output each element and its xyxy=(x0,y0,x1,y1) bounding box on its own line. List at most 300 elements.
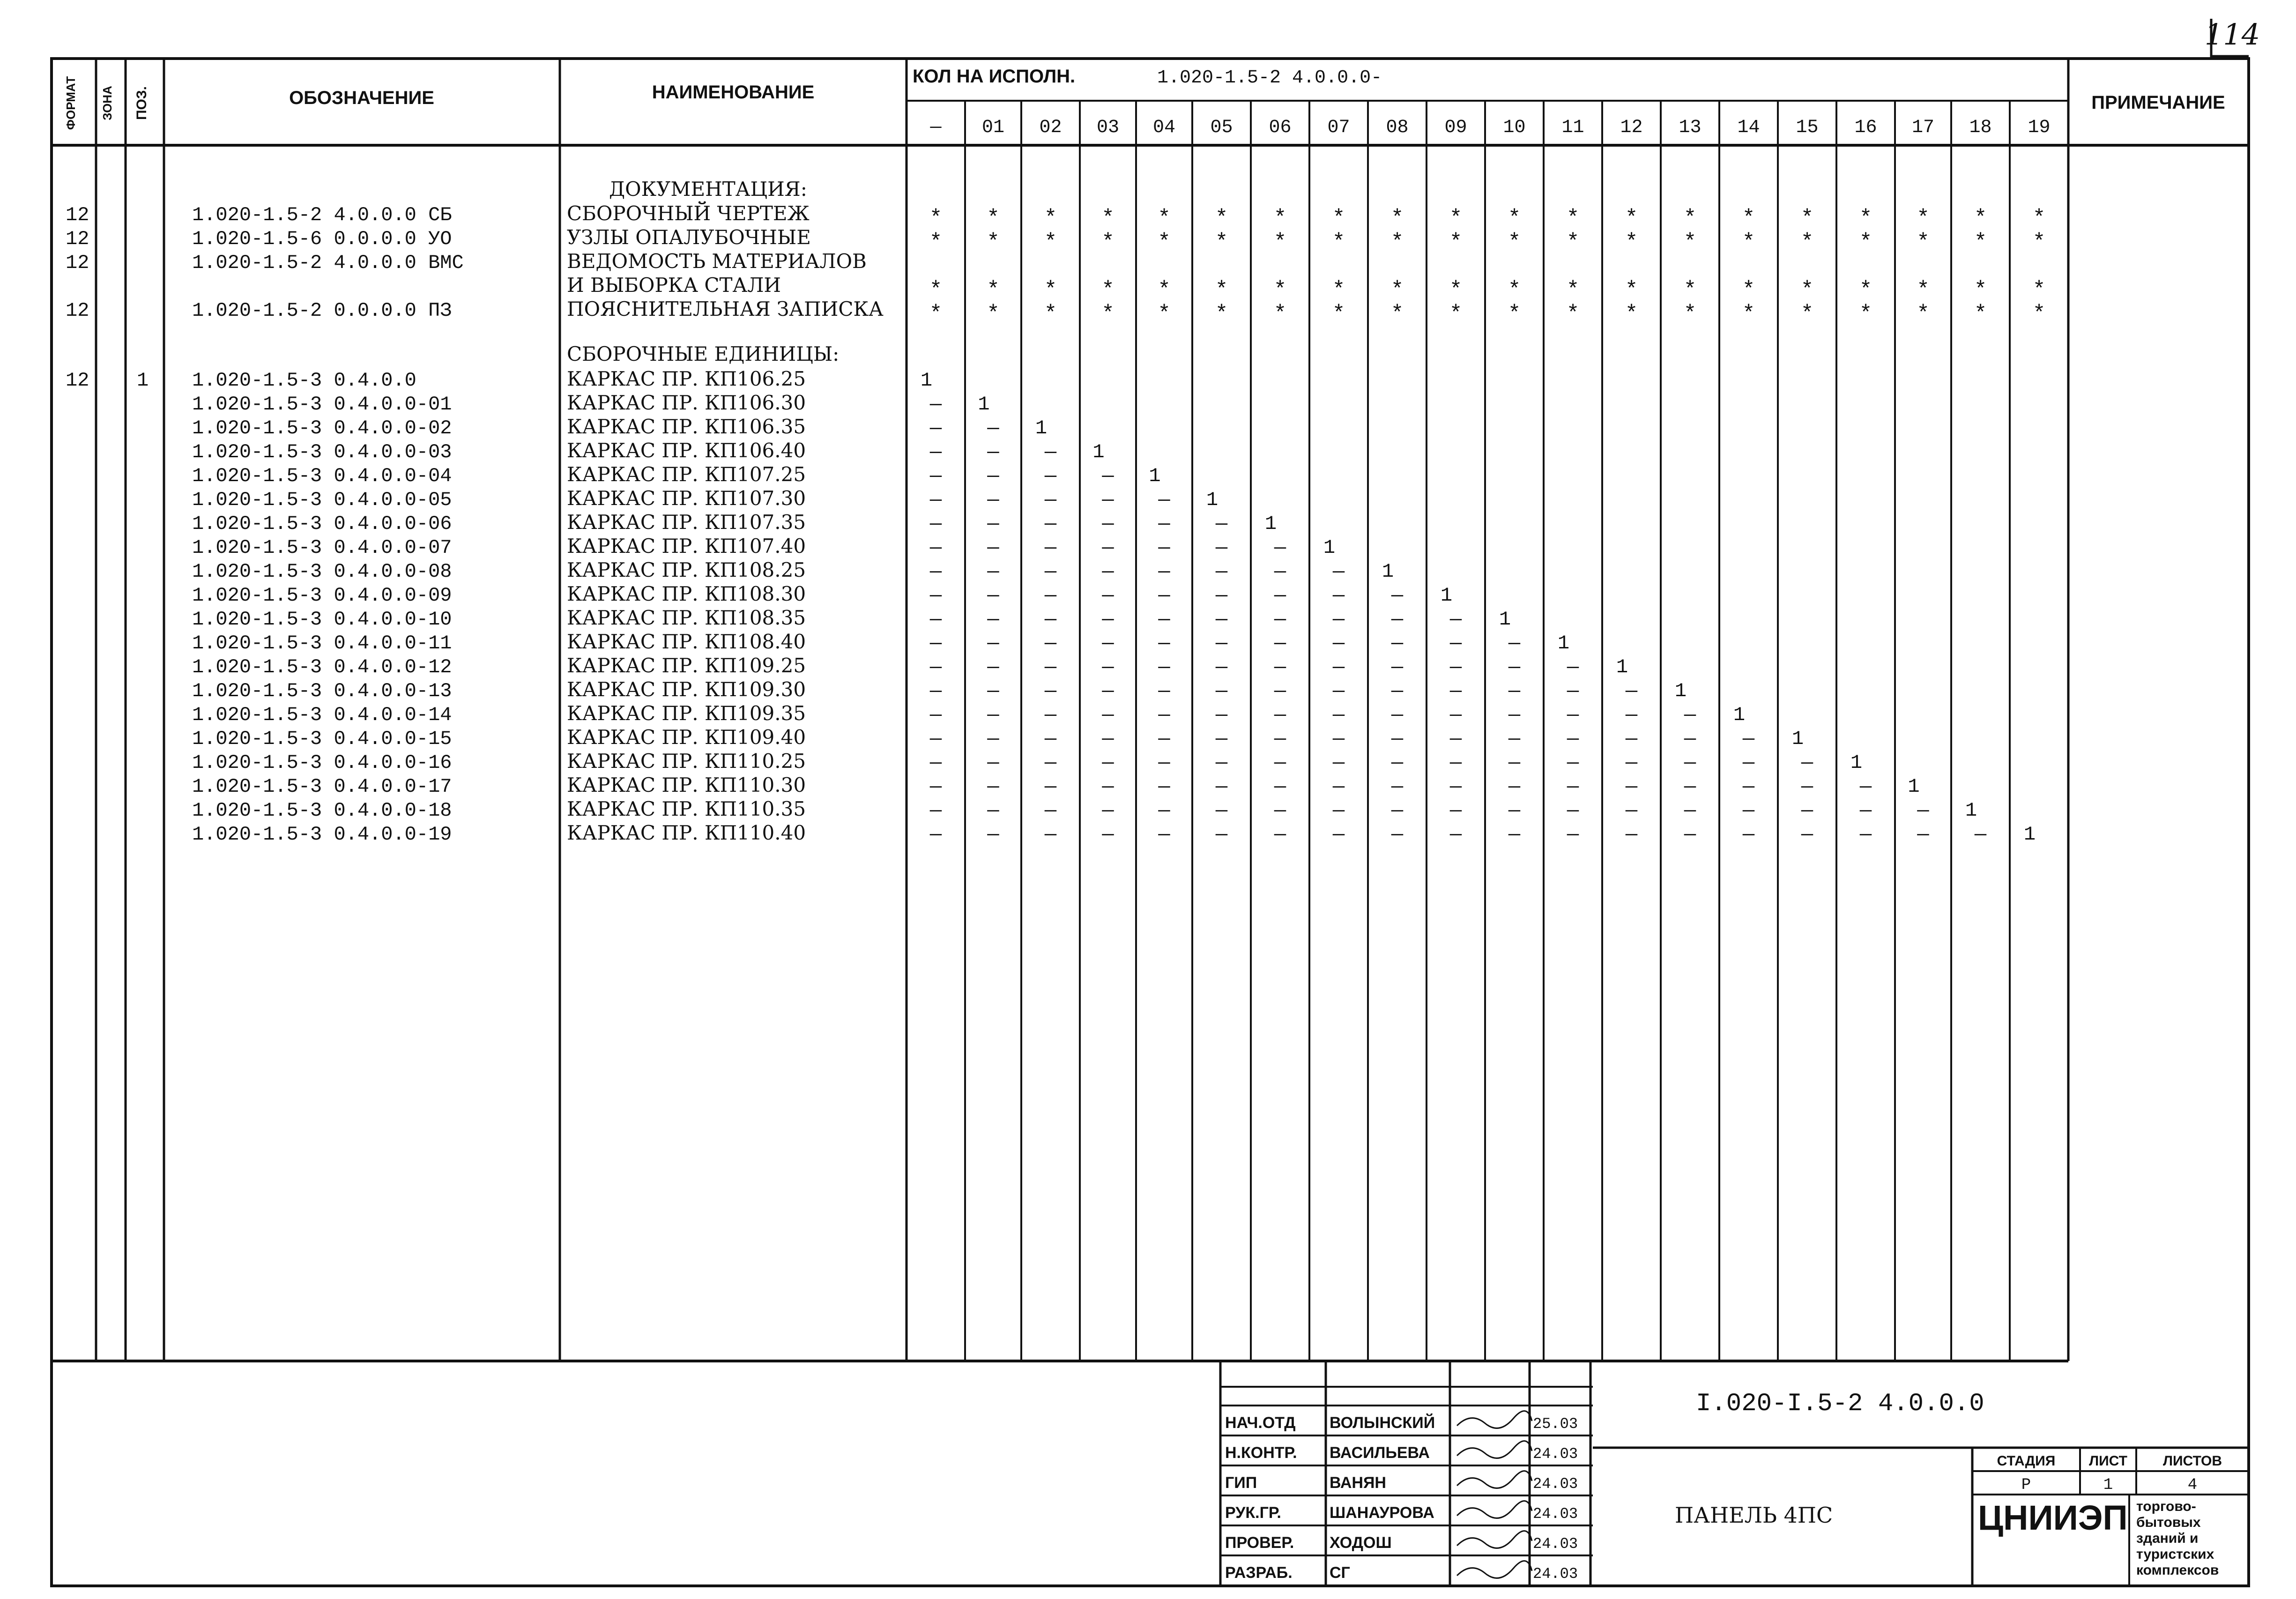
assembly-qty-value: 1 xyxy=(920,369,933,392)
assembly-qty-value: 1 xyxy=(1850,751,1863,774)
assembly-qty-value: 1 xyxy=(1908,775,1920,798)
doc-row-mark: * xyxy=(1449,302,1463,326)
assembly-qty-dash: — xyxy=(1215,632,1228,654)
assembly-qty-dash: — xyxy=(1102,584,1114,607)
assembly-row-name: КАРКАС ПР. КП110.40 xyxy=(567,821,806,844)
doc-row-mark: * xyxy=(1273,206,1287,231)
assembly-qty-value: 1 xyxy=(1733,704,1746,726)
assembly-qty-value: 1 xyxy=(1092,441,1105,463)
doc-row-mark: * xyxy=(987,230,1000,254)
doc-row-mark: * xyxy=(2032,230,2046,254)
assembly-qty-dash: — xyxy=(1102,751,1114,774)
assembly-row-format: 12 xyxy=(66,369,89,392)
doc-row-mark: * xyxy=(1332,206,1345,231)
assembly-qty-dash: — xyxy=(1215,704,1228,726)
assembly-qty-dash: — xyxy=(1274,704,1286,726)
assembly-qty-dash: — xyxy=(987,704,999,726)
assembly-qty-dash: — xyxy=(929,393,942,416)
assembly-qty-dash: — xyxy=(1044,632,1057,654)
assembly-qty-dash: — xyxy=(1508,656,1521,678)
assembly-qty-dash: — xyxy=(987,728,999,750)
assembly-qty-dash: — xyxy=(1684,799,1696,822)
doc-row-format: 12 xyxy=(66,299,89,322)
assembly-qty-dash: — xyxy=(1567,656,1579,678)
assembly-qty-dash: — xyxy=(1044,441,1057,463)
assembly-qty-dash: — xyxy=(1625,680,1638,702)
assembly-qty-value: 1 xyxy=(1382,560,1394,583)
doc-row-mark: * xyxy=(1390,230,1404,254)
assembly-qty-dash: — xyxy=(1391,584,1404,607)
assembly-qty-dash: — xyxy=(1158,536,1170,559)
doc-row-mark: * xyxy=(1625,230,1638,254)
assembly-row-designation: 1.020-1.5-3 0.4.0.0-03 xyxy=(192,441,452,463)
doc-row-mark: * xyxy=(1683,206,1697,231)
assembly-qty-dash: — xyxy=(1391,751,1404,774)
assembly-qty-dash: — xyxy=(1391,704,1404,726)
assembly-qty-dash: — xyxy=(1332,799,1345,822)
variant-header-3: 03 xyxy=(1096,117,1120,138)
handwritten-signature xyxy=(1457,1561,1532,1578)
assembly-qty-dash: — xyxy=(987,584,999,607)
assembly-qty-dash: — xyxy=(1391,775,1404,798)
signature-date: 24.03 xyxy=(1533,1535,1578,1553)
doc-row-mark: * xyxy=(1917,278,1930,302)
assembly-row-name: КАРКАС ПР. КП108.30 xyxy=(567,582,806,605)
assembly-qty-value: 1 xyxy=(1557,632,1570,654)
assembly-qty-dash: — xyxy=(1332,775,1345,798)
assembly-qty-dash: — xyxy=(1215,656,1228,678)
variant-header-5: 05 xyxy=(1210,117,1233,138)
assembly-qty-dash: — xyxy=(1859,799,1872,822)
doc-row-mark: * xyxy=(1449,278,1463,302)
assembly-row-designation: 1.020-1.5-3 0.4.0.0-18 xyxy=(192,799,452,822)
assembly-qty-dash: — xyxy=(1158,560,1170,583)
doc-row-mark: * xyxy=(1800,230,1814,254)
assembly-qty-dash: — xyxy=(1449,608,1462,631)
variant-header-2: 02 xyxy=(1039,117,1062,138)
sheet-value: 1 xyxy=(2103,1476,2113,1494)
assembly-row-name: КАРКАС ПР. КП108.25 xyxy=(567,558,806,581)
doc-row-mark: * xyxy=(1508,278,1521,302)
assembly-qty-dash: — xyxy=(1449,728,1462,750)
assembly-qty-dash: — xyxy=(1044,799,1057,822)
assembly-qty-dash: — xyxy=(929,775,942,798)
doc-row-mark: * xyxy=(1859,302,1872,326)
drawing-title: ПАНЕЛЬ 4ПС xyxy=(1675,1502,1833,1528)
doc-row-mark: * xyxy=(987,302,1000,326)
assembly-qty-dash: — xyxy=(1044,584,1057,607)
assembly-qty-dash: — xyxy=(1044,608,1057,631)
assembly-qty-dash: — xyxy=(1274,584,1286,607)
doc-row-format: 12 xyxy=(66,204,89,226)
handwritten-signature xyxy=(1457,1441,1532,1458)
assembly-qty-dash: — xyxy=(1102,465,1114,487)
doc-row-mark: * xyxy=(1974,278,1987,302)
assembly-qty-dash: — xyxy=(987,751,999,774)
assembly-qty-dash: — xyxy=(1215,560,1228,583)
assembly-qty-dash: — xyxy=(929,751,942,774)
assembly-qty-dash: — xyxy=(1332,728,1345,750)
assembly-qty-dash: — xyxy=(1215,584,1228,607)
assembly-qty-dash: — xyxy=(1684,704,1696,726)
assembly-qty-dash: — xyxy=(1215,728,1228,750)
doc-row-mark: * xyxy=(1044,302,1057,326)
assembly-row-pos: 1 xyxy=(137,369,149,392)
assembly-qty-dash: — xyxy=(929,513,942,535)
doc-row-mark: * xyxy=(1273,278,1287,302)
assembly-qty-dash: — xyxy=(987,465,999,487)
assembly-qty-dash: — xyxy=(1158,680,1170,702)
handwritten-signature xyxy=(1457,1531,1532,1548)
assembly-qty-dash: — xyxy=(987,560,999,583)
assembly-qty-dash: — xyxy=(1508,775,1521,798)
variant-header-12: 12 xyxy=(1620,117,1643,138)
assembly-qty-dash: — xyxy=(1917,823,1929,846)
assembly-row-name: КАРКАС ПР. КП107.35 xyxy=(567,511,806,534)
assembly-qty-dash: — xyxy=(929,680,942,702)
assembly-qty-dash: — xyxy=(1508,751,1521,774)
doc-row-mark: * xyxy=(1390,302,1404,326)
organization-description: комплексов xyxy=(2136,1562,2219,1578)
assembly-row-designation: 1.020-1.5-3 0.4.0.0-16 xyxy=(192,751,452,774)
assembly-qty-value: 1 xyxy=(1149,465,1161,487)
assembly-qty-dash: — xyxy=(1102,608,1114,631)
assembly-qty-dash: — xyxy=(987,417,999,439)
handwritten-signature xyxy=(1457,1501,1532,1518)
assembly-qty-dash: — xyxy=(1158,799,1170,822)
assembly-qty-dash: — xyxy=(1274,656,1286,678)
assembly-row-designation: 1.020-1.5-3 0.4.0.0-10 xyxy=(192,608,452,631)
assembly-qty-dash: — xyxy=(1102,489,1114,511)
assembly-qty-dash: — xyxy=(1625,704,1638,726)
doc-row-mark: * xyxy=(1215,206,1228,231)
assembly-qty-dash: — xyxy=(1974,823,1987,846)
assembly-qty-dash: — xyxy=(929,704,942,726)
doc-row-mark: * xyxy=(1101,278,1115,302)
assembly-row-designation: 1.020-1.5-3 0.4.0.0-06 xyxy=(192,513,452,535)
assembly-qty-dash: — xyxy=(1215,775,1228,798)
assembly-qty-dash: — xyxy=(1801,823,1813,846)
doc-row-name: И ВЫБОРКА СТАЛИ xyxy=(567,274,781,297)
assembly-qty-value: 1 xyxy=(1499,608,1511,631)
assembly-qty-dash: — xyxy=(1391,728,1404,750)
doc-row-mark: * xyxy=(1800,278,1814,302)
assembly-qty-dash: — xyxy=(929,489,942,511)
assembly-qty-dash: — xyxy=(1274,680,1286,702)
assembly-qty-dash: — xyxy=(1508,704,1521,726)
assembly-qty-dash: — xyxy=(1158,704,1170,726)
doc-row-mark: * xyxy=(1859,206,1872,231)
assembly-qty-dash: — xyxy=(1684,823,1696,846)
signature-name: ШАНАУРОВА xyxy=(1330,1504,1434,1522)
assembly-qty-dash: — xyxy=(987,536,999,559)
assembly-qty-dash: — xyxy=(987,441,999,463)
assembly-qty-dash: — xyxy=(1158,823,1170,846)
assembly-qty-value: 1 xyxy=(1616,656,1628,678)
assembly-qty-dash: — xyxy=(1449,823,1462,846)
assembly-qty-dash: — xyxy=(1508,823,1521,846)
assembly-row-name: КАРКАС ПР. КП109.25 xyxy=(567,654,806,677)
assembly-qty-dash: — xyxy=(1044,704,1057,726)
doc-row-mark: * xyxy=(1332,302,1345,326)
organization-description: бытовых xyxy=(2136,1515,2201,1530)
doc-row-mark: * xyxy=(929,278,943,302)
assembly-qty-dash: — xyxy=(1044,465,1057,487)
doc-row-mark: * xyxy=(1449,230,1463,254)
doc-row-mark: * xyxy=(1390,278,1404,302)
assembly-qty-dash: — xyxy=(987,656,999,678)
assembly-row-designation: 1.020-1.5-3 0.4.0.0-01 xyxy=(192,393,452,416)
doc-row-mark: * xyxy=(1625,302,1638,326)
assembly-qty-dash: — xyxy=(1567,799,1579,822)
doc-row-mark: * xyxy=(1215,302,1228,326)
signature-date: 24.03 xyxy=(1533,1565,1578,1583)
doc-row-format: 12 xyxy=(66,228,89,250)
assembly-row-designation: 1.020-1.5-3 0.4.0.0-08 xyxy=(192,560,452,583)
assembly-qty-dash: — xyxy=(1215,823,1228,846)
assembly-qty-dash: — xyxy=(1102,513,1114,535)
organization-name: ЦНИИЭП xyxy=(1978,1498,2128,1537)
assembly-qty-dash: — xyxy=(1391,632,1404,654)
assembly-qty-dash: — xyxy=(1332,704,1345,726)
assembly-row-designation: 1.020-1.5-3 0.4.0.0-15 xyxy=(192,728,452,750)
assembly-qty-dash: — xyxy=(987,632,999,654)
doc-row-mark: * xyxy=(1044,206,1057,231)
assembly-qty-dash: — xyxy=(1801,751,1813,774)
assembly-qty-dash: — xyxy=(1449,680,1462,702)
assembly-qty-dash: — xyxy=(1274,823,1286,846)
assembly-qty-dash: — xyxy=(1274,608,1286,631)
assembly-qty-dash: — xyxy=(1332,632,1345,654)
signature-name: ВАНЯН xyxy=(1330,1474,1386,1492)
doc-row-mark: * xyxy=(1332,230,1345,254)
assembly-row-name: КАРКАС ПР. КП106.40 xyxy=(567,439,806,462)
document-code: I.020-I.5-2 4.0.0.0 xyxy=(1696,1390,1984,1418)
variant-header-15: 15 xyxy=(1796,117,1819,138)
variant-header-11: 11 xyxy=(1561,117,1584,138)
sheet-label: ЛИСТ xyxy=(2089,1453,2127,1469)
doc-row-mark: * xyxy=(1508,230,1521,254)
assembly-qty-dash: — xyxy=(1102,799,1114,822)
assembly-row-designation: 1.020-1.5-3 0.4.0.0-11 xyxy=(192,632,452,654)
assembly-row-name: КАРКАС ПР. КП109.40 xyxy=(567,726,806,749)
assembly-qty-dash: — xyxy=(987,680,999,702)
assembly-qty-dash: — xyxy=(929,608,942,631)
assembly-row-name: КАРКАС ПР. КП106.30 xyxy=(567,391,806,414)
variant-header-4: 04 xyxy=(1152,117,1176,138)
assembly-row-designation: 1.020-1.5-3 0.4.0.0-07 xyxy=(192,536,452,559)
assembly-row-name: КАРКАС ПР. КП107.30 xyxy=(567,487,806,510)
assembly-qty-dash: — xyxy=(1742,751,1755,774)
assembly-qty-value: 1 xyxy=(1264,513,1277,535)
assembly-qty-dash: — xyxy=(929,536,942,559)
assembly-row-name: КАРКАС ПР. КП110.35 xyxy=(567,797,806,820)
assembly-row-designation: 1.020-1.5-3 0.4.0.0-02 xyxy=(192,417,452,439)
doc-row-mark: * xyxy=(929,230,943,254)
signature-date: 25.03 xyxy=(1533,1415,1578,1433)
assembly-qty-dash: — xyxy=(1274,536,1286,559)
assembly-qty-value: 1 xyxy=(1035,417,1048,439)
signature-date: 24.03 xyxy=(1533,1475,1578,1493)
assembly-qty-dash: — xyxy=(1449,656,1462,678)
assembly-qty-dash: — xyxy=(1158,513,1170,535)
doc-row-mark: * xyxy=(1625,206,1638,231)
assembly-qty-dash: — xyxy=(1625,728,1638,750)
variant-header-19: 19 xyxy=(2028,117,2051,138)
doc-row-mark: * xyxy=(1800,302,1814,326)
assembly-qty-dash: — xyxy=(1044,513,1057,535)
assembly-qty-dash: — xyxy=(1102,560,1114,583)
doc-row-name: УЗЛЫ ОПАЛУБОЧНЫЕ xyxy=(567,226,811,249)
assembly-row-name: КАРКАС ПР. КП108.35 xyxy=(567,606,806,629)
assembly-qty-dash: — xyxy=(1742,728,1755,750)
assembly-qty-dash: — xyxy=(987,799,999,822)
doc-row-mark: * xyxy=(1044,278,1057,302)
doc-row-designation: 1.020-1.5-2 4.0.0.0 ВМС xyxy=(192,252,464,274)
assembly-qty-dash: — xyxy=(1332,823,1345,846)
doc-row-mark: * xyxy=(1508,302,1521,326)
assembly-qty-value: 1 xyxy=(1674,680,1687,702)
assembly-qty-dash: — xyxy=(1158,656,1170,678)
assembly-qty-dash: — xyxy=(1449,704,1462,726)
assembly-qty-dash: — xyxy=(1859,775,1872,798)
assembly-qty-dash: — xyxy=(1567,775,1579,798)
organization-description: зданий и xyxy=(2136,1531,2199,1546)
assembly-qty-dash: — xyxy=(1274,751,1286,774)
assembly-qty-dash: — xyxy=(1215,751,1228,774)
assembly-row-name: КАРКАС ПР. КП107.25 xyxy=(567,463,806,486)
doc-row-mark: * xyxy=(1742,278,1755,302)
doc-row-name: СБОРОЧНЫЙ ЧЕРТЕЖ xyxy=(567,202,810,225)
assembly-qty-dash: — xyxy=(929,823,942,846)
format-header: ФОРМАТ xyxy=(64,76,78,130)
organization-description: торгово- xyxy=(2136,1499,2196,1514)
assembly-row-name: КАРКАС ПР. КП109.30 xyxy=(567,678,806,701)
assembly-qty-dash: — xyxy=(1625,775,1638,798)
doc-row-mark: * xyxy=(1859,230,1872,254)
assembly-qty-dash: — xyxy=(1449,751,1462,774)
assembly-qty-dash: — xyxy=(1625,799,1638,822)
assembly-qty-value: 1 xyxy=(1323,536,1336,559)
assembly-qty-dash: — xyxy=(1044,775,1057,798)
assembly-qty-dash: — xyxy=(929,417,942,439)
doc-row-mark: * xyxy=(1742,302,1755,326)
assembly-qty-dash: — xyxy=(1274,560,1286,583)
assembly-qty-dash: — xyxy=(1158,584,1170,607)
assembly-qty-dash: — xyxy=(1102,775,1114,798)
doc-row-mark: * xyxy=(1859,278,1872,302)
assembly-qty-dash: — xyxy=(1158,728,1170,750)
assembly-qty-dash: — xyxy=(929,656,942,678)
signature-role: РУК.ГР. xyxy=(1225,1504,1281,1522)
signature-name: ХОДОШ xyxy=(1330,1534,1392,1552)
assembly-qty-dash: — xyxy=(1917,799,1929,822)
doc-row-mark: * xyxy=(1215,230,1228,254)
doc-row-mark: * xyxy=(1917,206,1930,231)
variant-header-18: 18 xyxy=(1969,117,1992,138)
variant-header-9: 09 xyxy=(1444,117,1467,138)
assembly-qty-dash: — xyxy=(1274,728,1286,750)
doc-row-mark: * xyxy=(1742,230,1755,254)
assembly-row-designation: 1.020-1.5-3 0.4.0.0-14 xyxy=(192,704,452,726)
assembly-qty-dash: — xyxy=(1102,632,1114,654)
sheets-label: ЛИСТОВ xyxy=(2162,1453,2222,1469)
assembly-row-designation: 1.020-1.5-3 0.4.0.0 xyxy=(192,369,416,392)
assembly-qty-dash: — xyxy=(1742,799,1755,822)
handwritten-signature xyxy=(1457,1411,1532,1428)
handwritten-signature xyxy=(1457,1471,1532,1488)
assembly-qty-dash: — xyxy=(1508,728,1521,750)
signature-role: ГИП xyxy=(1225,1474,1257,1492)
assembly-qty-dash: — xyxy=(929,799,942,822)
assembly-qty-dash: — xyxy=(929,584,942,607)
doc-row-mark: * xyxy=(1215,278,1228,302)
assembly-qty-dash: — xyxy=(1391,608,1404,631)
doc-row-mark: * xyxy=(1158,278,1171,302)
doc-row-mark: * xyxy=(1566,302,1580,326)
doc-row-mark: * xyxy=(1625,278,1638,302)
doc-row-mark: * xyxy=(1101,302,1115,326)
doc-section-title: ДОКУМЕНТАЦИЯ: xyxy=(609,178,807,201)
assembly-qty-dash: — xyxy=(1391,823,1404,846)
doc-row-mark: * xyxy=(1273,230,1287,254)
assembly-qty-dash: — xyxy=(1508,632,1521,654)
variant-header-14: 14 xyxy=(1737,117,1760,138)
doc-row-mark: * xyxy=(1974,302,1987,326)
table-body xyxy=(52,145,2249,1586)
assembly-row-name: КАРКАС ПР. КП106.35 xyxy=(567,415,806,438)
assembly-row-name: КАРКАС ПР. КП110.25 xyxy=(567,750,806,773)
assembly-qty-dash: — xyxy=(1391,680,1404,702)
assembly-row-designation: 1.020-1.5-3 0.4.0.0-04 xyxy=(192,465,452,487)
assembly-row-designation: 1.020-1.5-3 0.4.0.0-09 xyxy=(192,584,452,607)
signature-name: ВОЛЫНСКИЙ xyxy=(1330,1414,1435,1432)
signature-name: СГ xyxy=(1330,1564,1350,1582)
doc-row-mark: * xyxy=(1101,230,1115,254)
assembly-qty-dash: — xyxy=(1044,680,1057,702)
assembly-qty-dash: — xyxy=(1044,489,1057,511)
doc-row-mark: * xyxy=(929,302,943,326)
assembly-qty-dash: — xyxy=(1215,513,1228,535)
assembly-qty-dash: — xyxy=(1215,536,1228,559)
stage-label: СТАДИЯ xyxy=(1997,1453,2056,1469)
signature-date: 24.03 xyxy=(1533,1445,1578,1463)
doc-row-mark: * xyxy=(1158,230,1171,254)
assembly-qty-dash: — xyxy=(1391,799,1404,822)
assembly-qty-dash: — xyxy=(1449,775,1462,798)
assembly-qty-dash: — xyxy=(1102,536,1114,559)
assembly-qty-dash: — xyxy=(1158,608,1170,631)
doc-row-mark: * xyxy=(987,206,1000,231)
doc-row-mark: * xyxy=(1332,278,1345,302)
doc-row-mark: * xyxy=(929,206,943,231)
assembly-qty-dash: — xyxy=(1044,823,1057,846)
assembly-row-name: КАРКАС ПР. КП106.25 xyxy=(567,367,806,390)
organization-description: туристских xyxy=(2136,1547,2214,1562)
pos-header: ПОЗ. xyxy=(134,86,149,120)
doc-row-mark: * xyxy=(2032,302,2046,326)
assembly-qty-dash: — xyxy=(1102,728,1114,750)
assembly-qty-dash: — xyxy=(1625,823,1638,846)
assembly-qty-dash: — xyxy=(1859,823,1872,846)
assembly-row-name: КАРКАС ПР. КП110.30 xyxy=(567,773,806,796)
assembly-qty-dash: — xyxy=(987,489,999,511)
variant-header-6: 06 xyxy=(1269,117,1292,138)
doc-row-format: 12 xyxy=(66,252,89,274)
assembly-row-designation: 1.020-1.5-3 0.4.0.0-19 xyxy=(192,823,452,846)
assembly-qty-dash: — xyxy=(1044,656,1057,678)
doc-row-mark: * xyxy=(1974,230,1987,254)
